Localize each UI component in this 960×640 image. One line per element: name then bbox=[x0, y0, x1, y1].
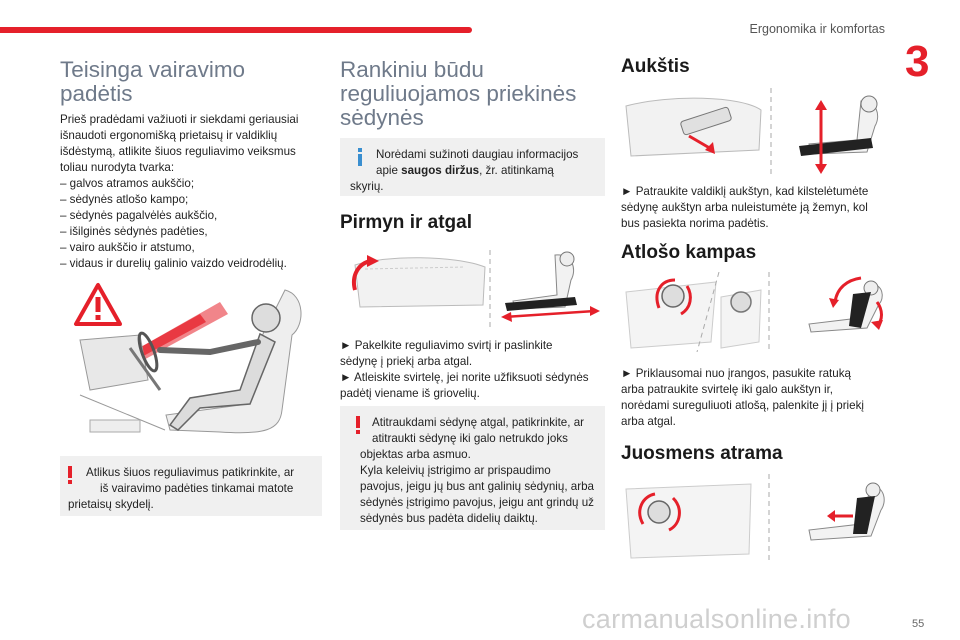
warning-box-visibility: Atlikus šiuos reguliavimus patikrinkite, ar iš vairavimo padėties tinkamai matote prietaisų skydelį. bbox=[60, 456, 322, 516]
height-illustration bbox=[621, 86, 891, 183]
list-item: – sėdynės atlošo kampo; bbox=[60, 193, 189, 206]
list-item: – išilginės sėdynės padėties, bbox=[60, 225, 208, 238]
fore-aft-title: Pirmyn ir atgal bbox=[340, 212, 472, 233]
warning-triangle-icon bbox=[76, 285, 120, 324]
fore-aft-instructions: ► Pakelkite reguliavimo svirtį ir paslinkite sėdynę į priekį arba atgal. ► Atleiskite svirtelę, jei norite užfiksuoti sėdynės padėtį viename iš griovelių. bbox=[340, 339, 589, 400]
list-item: – galvos atramos aukščio; bbox=[60, 177, 195, 190]
backrest-angle-illustration bbox=[621, 272, 891, 357]
watermark: carmanualsonline.info bbox=[582, 604, 851, 634]
list-item: – vairo aukščio ir atstumo, bbox=[60, 241, 195, 254]
chapter-number: 3 bbox=[905, 37, 930, 86]
section-title: Ergonomika ir komfortas bbox=[749, 22, 885, 36]
driving-position-illustration bbox=[70, 280, 310, 450]
backrest-angle-title: Atlošo kampas bbox=[621, 242, 757, 263]
lumbar-support-illustration bbox=[621, 474, 891, 569]
top-accent-bar bbox=[0, 27, 472, 33]
height-title: Aukštis bbox=[621, 56, 690, 77]
info-box-seatbelts: Norėdami sužinoti daugiau informacijos apie saugos diržus, žr. atitinkamą skyrių. bbox=[340, 138, 605, 196]
driving-position-title: Teisinga vairavimo padėtis bbox=[60, 57, 246, 106]
page-number: 55 bbox=[912, 618, 925, 630]
fore-aft-illustration bbox=[345, 245, 610, 335]
manual-seats-title: Rankiniu būdu reguliuojamos priekinės sėdynės bbox=[340, 57, 577, 130]
backrest-angle-instructions: ► Priklausomai nuo įrangos, pasukite ratuką arba patraukite svirtelę iki galo aukštyn ir, norėdami sureguliuoti atlošą, palenkite jį į priekį arba atgal. bbox=[621, 367, 864, 428]
intro-paragraph: Prieš pradėdami važiuoti ir siekdami geriausiai išnaudoti ergonomišką prietaisų ir valdiklių išdėstymą, atlikite šiuos reguliavimo veiksmus toliau nurodyta tvarka: – galvos atramos aukščio; – sėdynės atlošo kampo; – sėdynės pagalvėlės aukščio, – išilginės sėdynės padėties, – vairo aukščio ir atstumo, – vidaus ir durelių galinio vaizdo veidrodėlių. bbox=[60, 112, 322, 272]
height-instructions: ► Patraukite valdiklį aukštyn, kad kilstelėtumėte sėdynę aukštyn arba nuleistumėte ją žemyn, kol bus pasiekta norima padėtis. bbox=[621, 185, 869, 230]
lumbar-support-title: Juosmens atrama bbox=[621, 443, 783, 464]
list-item: – vidaus ir durelių galinio vaizdo veidrodėlių. bbox=[60, 257, 287, 270]
info-icon bbox=[358, 148, 362, 166]
warning-box-seat-movement: Atitraukdami sėdynę atgal, patikrinkite, ar atitraukti sėdynę iki galo netrukdo joks objektas arba asmuo. Kyla keleivių įstrigimo ar prispaudimo pavojus, jeigu jų bus ant galinių sėdynių, arba sėdynės įstrigimo pavojus, jeigu ant grindų už sėdynės bus padėta didelių daiktų. bbox=[340, 406, 605, 530]
list-item: – sėdynės pagalvėlės aukščio, bbox=[60, 209, 218, 222]
warning-icon bbox=[356, 416, 360, 434]
warning-icon bbox=[68, 466, 72, 484]
